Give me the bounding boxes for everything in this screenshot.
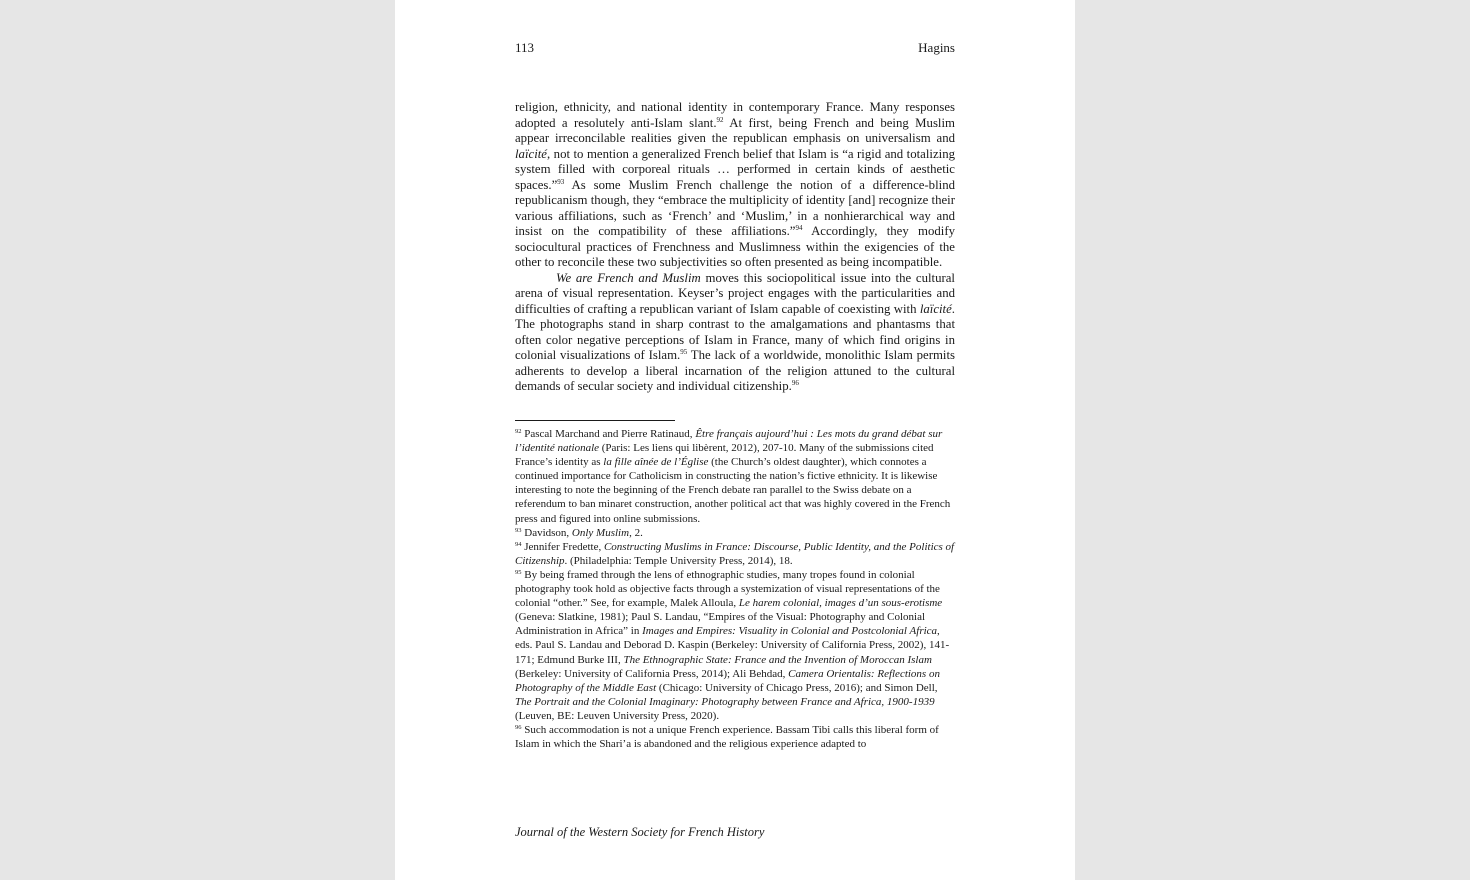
italic-title: Le harem colonial, images d’un sous-erotisme — [738, 597, 943, 610]
running-head-author: Hagins — [918, 40, 955, 55]
footnote-ref-96[interactable]: 96 — [791, 379, 799, 387]
text-run: . (Philadelphia: Temple University Press, 2014), 18. — [564, 554, 793, 567]
text-run: , not to mention a generalized French belief that Islam is “a rigid and totalizing system filled with corporeal rituals … performed in certain kinds of aesthetic spaces.” — [515, 146, 955, 192]
italic-title: Camera Orientalis: Reflections on Photography of the Middle East — [515, 667, 940, 694]
text-run: , eds. Paul S. Landau and Deborad D. Kaspin (Berkeley: University of California Press, 2002), 141-171; Edmund Burke III, — [515, 625, 950, 666]
italic-title: We are French and Muslim — [556, 270, 701, 285]
italic-title: Images and Empires: Visuality in Colonial and Postcolonial Africa — [642, 625, 938, 638]
paragraph-2 — [515, 271, 955, 395]
journal-footer: Journal of the Western Society for French History — [515, 825, 765, 839]
text-run: . The photographs stand in sharp contrast to the amalgamations and phantasms that often color negative perceptions of Islam in France, many of which find origins in colonial visualizations of Islam. — [515, 301, 955, 362]
footnote-ref-92[interactable]: 92 — [716, 115, 724, 124]
footnote-ref-94[interactable]: 94 — [795, 224, 803, 232]
footnote-96 — [515, 723, 955, 751]
footnote-number: 93 — [515, 526, 522, 534]
text-run: (Berkeley: University of California Press, 2014); Ali Behdad, — [515, 667, 789, 680]
text-run: moves this sociopolitical issue into the cultural arena of visual representation. Keyser’s project engages with the particularities and difficulties of crafting a republican variant of Islam capable of coexisting with — [515, 270, 955, 316]
paragraph-1 — [515, 100, 955, 271]
page-number: 113 — [515, 40, 535, 55]
text-run: By being framed through the lens of ethnographic studies, many tropes found in colonial photography took hold as objective facts through a systemization of visual representations of the colonial “other.” See, for example, Malek Alloula, — [515, 568, 940, 610]
italic-title: Être français aujourd’hui : Les mots du grand débat sur l’identité nationale — [515, 428, 943, 455]
text-run: Such accommodation is not a unique French experience. Bassam Tibi calls this liberal form of Islam in which the Shari’a is abandoned and the religious experience adapted to — [515, 723, 939, 751]
italic-title: Only Muslim — [571, 526, 630, 539]
footnote-number: 96 — [515, 723, 522, 731]
text-run: At first, being French and being Muslim appear irreconcilable realities given the republican emphasis on universalism and — [515, 115, 956, 145]
footnote-94 — [515, 540, 955, 568]
footnote-ref-93[interactable]: 93 — [557, 177, 565, 186]
text-run: religion, ethnicity, and national identity in contemporary France. Many responses adopted a resolutely anti-Islam slant. — [515, 100, 955, 130]
text-run: Jennifer Fredette, — [521, 540, 604, 553]
footnotes — [515, 427, 955, 751]
italic-term: laïcité — [515, 146, 547, 161]
footnote-number: 95 — [515, 568, 522, 576]
text-run: Pascal Marchand and Pierre Ratinaud, — [521, 428, 696, 440]
text-run: (Leuven, BE: Leuven University Press, 2020). — [515, 709, 720, 722]
text-run: Davidson, — [521, 526, 572, 539]
footnote-92 — [515, 427, 955, 526]
footnote-separator — [515, 420, 675, 421]
text-run: (Geneva: Slatkine, 1981); Paul S. Landau, “Empires of the Visual: Photography and Colonial Administration in Africa” in — [515, 611, 926, 638]
text-run: (the Church’s oldest daughter), which connotes a continued importance for Catholicism in constructing the nation’s fictive ethnicity. It is likewise interesting to note the beginning of the French debate ran parallel to the Swiss debate on a referendum to ban minaret construction, another political act that was highly covered in the French press and figured into online submissions. — [515, 456, 951, 525]
italic-title: The Ethnographic State: France and the Invention of Moroccan Islam — [623, 653, 932, 666]
text-run: , 2. — [629, 526, 643, 539]
footnote-number: 94 — [515, 540, 522, 548]
text-run: Accordingly, they modify sociocultural practices of Frenchness and Muslimness within the exigencies of the other to reconcile these two subjectivities so often presented as being incompatible. — [515, 224, 955, 269]
italic-title: Constructing Muslims in France: Discourse, Public Identity, and the Politics of Citizenship — [515, 540, 955, 567]
italic-title: The Portrait and the Colonial Imaginary: Photography between France and Africa, 1900-1939 — [515, 695, 935, 708]
text-run: (Chicago: University of Chicago Press, 2016); and Simon Dell, — [656, 681, 938, 694]
footnote-number: 92 — [515, 428, 522, 435]
text-run: As some Muslim French challenge the notion of a difference-blind republicanism though, they “embrace the multiplicity of identity [and] recognize their various affiliations, such as ‘French’ and ‘Muslim,’ in a nonhierarchical way and insist on the compatibility of these affiliations.” — [515, 177, 955, 238]
italic-term: la fille aînée de l’Église — [603, 456, 709, 469]
running-head — [515, 40, 955, 56]
footnote-ref-95[interactable]: 95 — [680, 348, 688, 356]
footnote-93 — [515, 526, 955, 540]
body-text — [515, 100, 955, 395]
text-run: (Paris: Les liens qui libèrent, 2012), 207-10. Many of the submissions cited France’s identity as — [515, 442, 934, 469]
document-page — [395, 0, 1075, 880]
italic-term: laïcité — [919, 301, 952, 316]
footnote-95 — [515, 568, 955, 723]
text-run: The lack of a worldwide, monolithic Islam permits adherents to develop a liberal incarnation of the religion attuned to the cultural demands of secular society and individual citizenship. — [515, 348, 955, 393]
